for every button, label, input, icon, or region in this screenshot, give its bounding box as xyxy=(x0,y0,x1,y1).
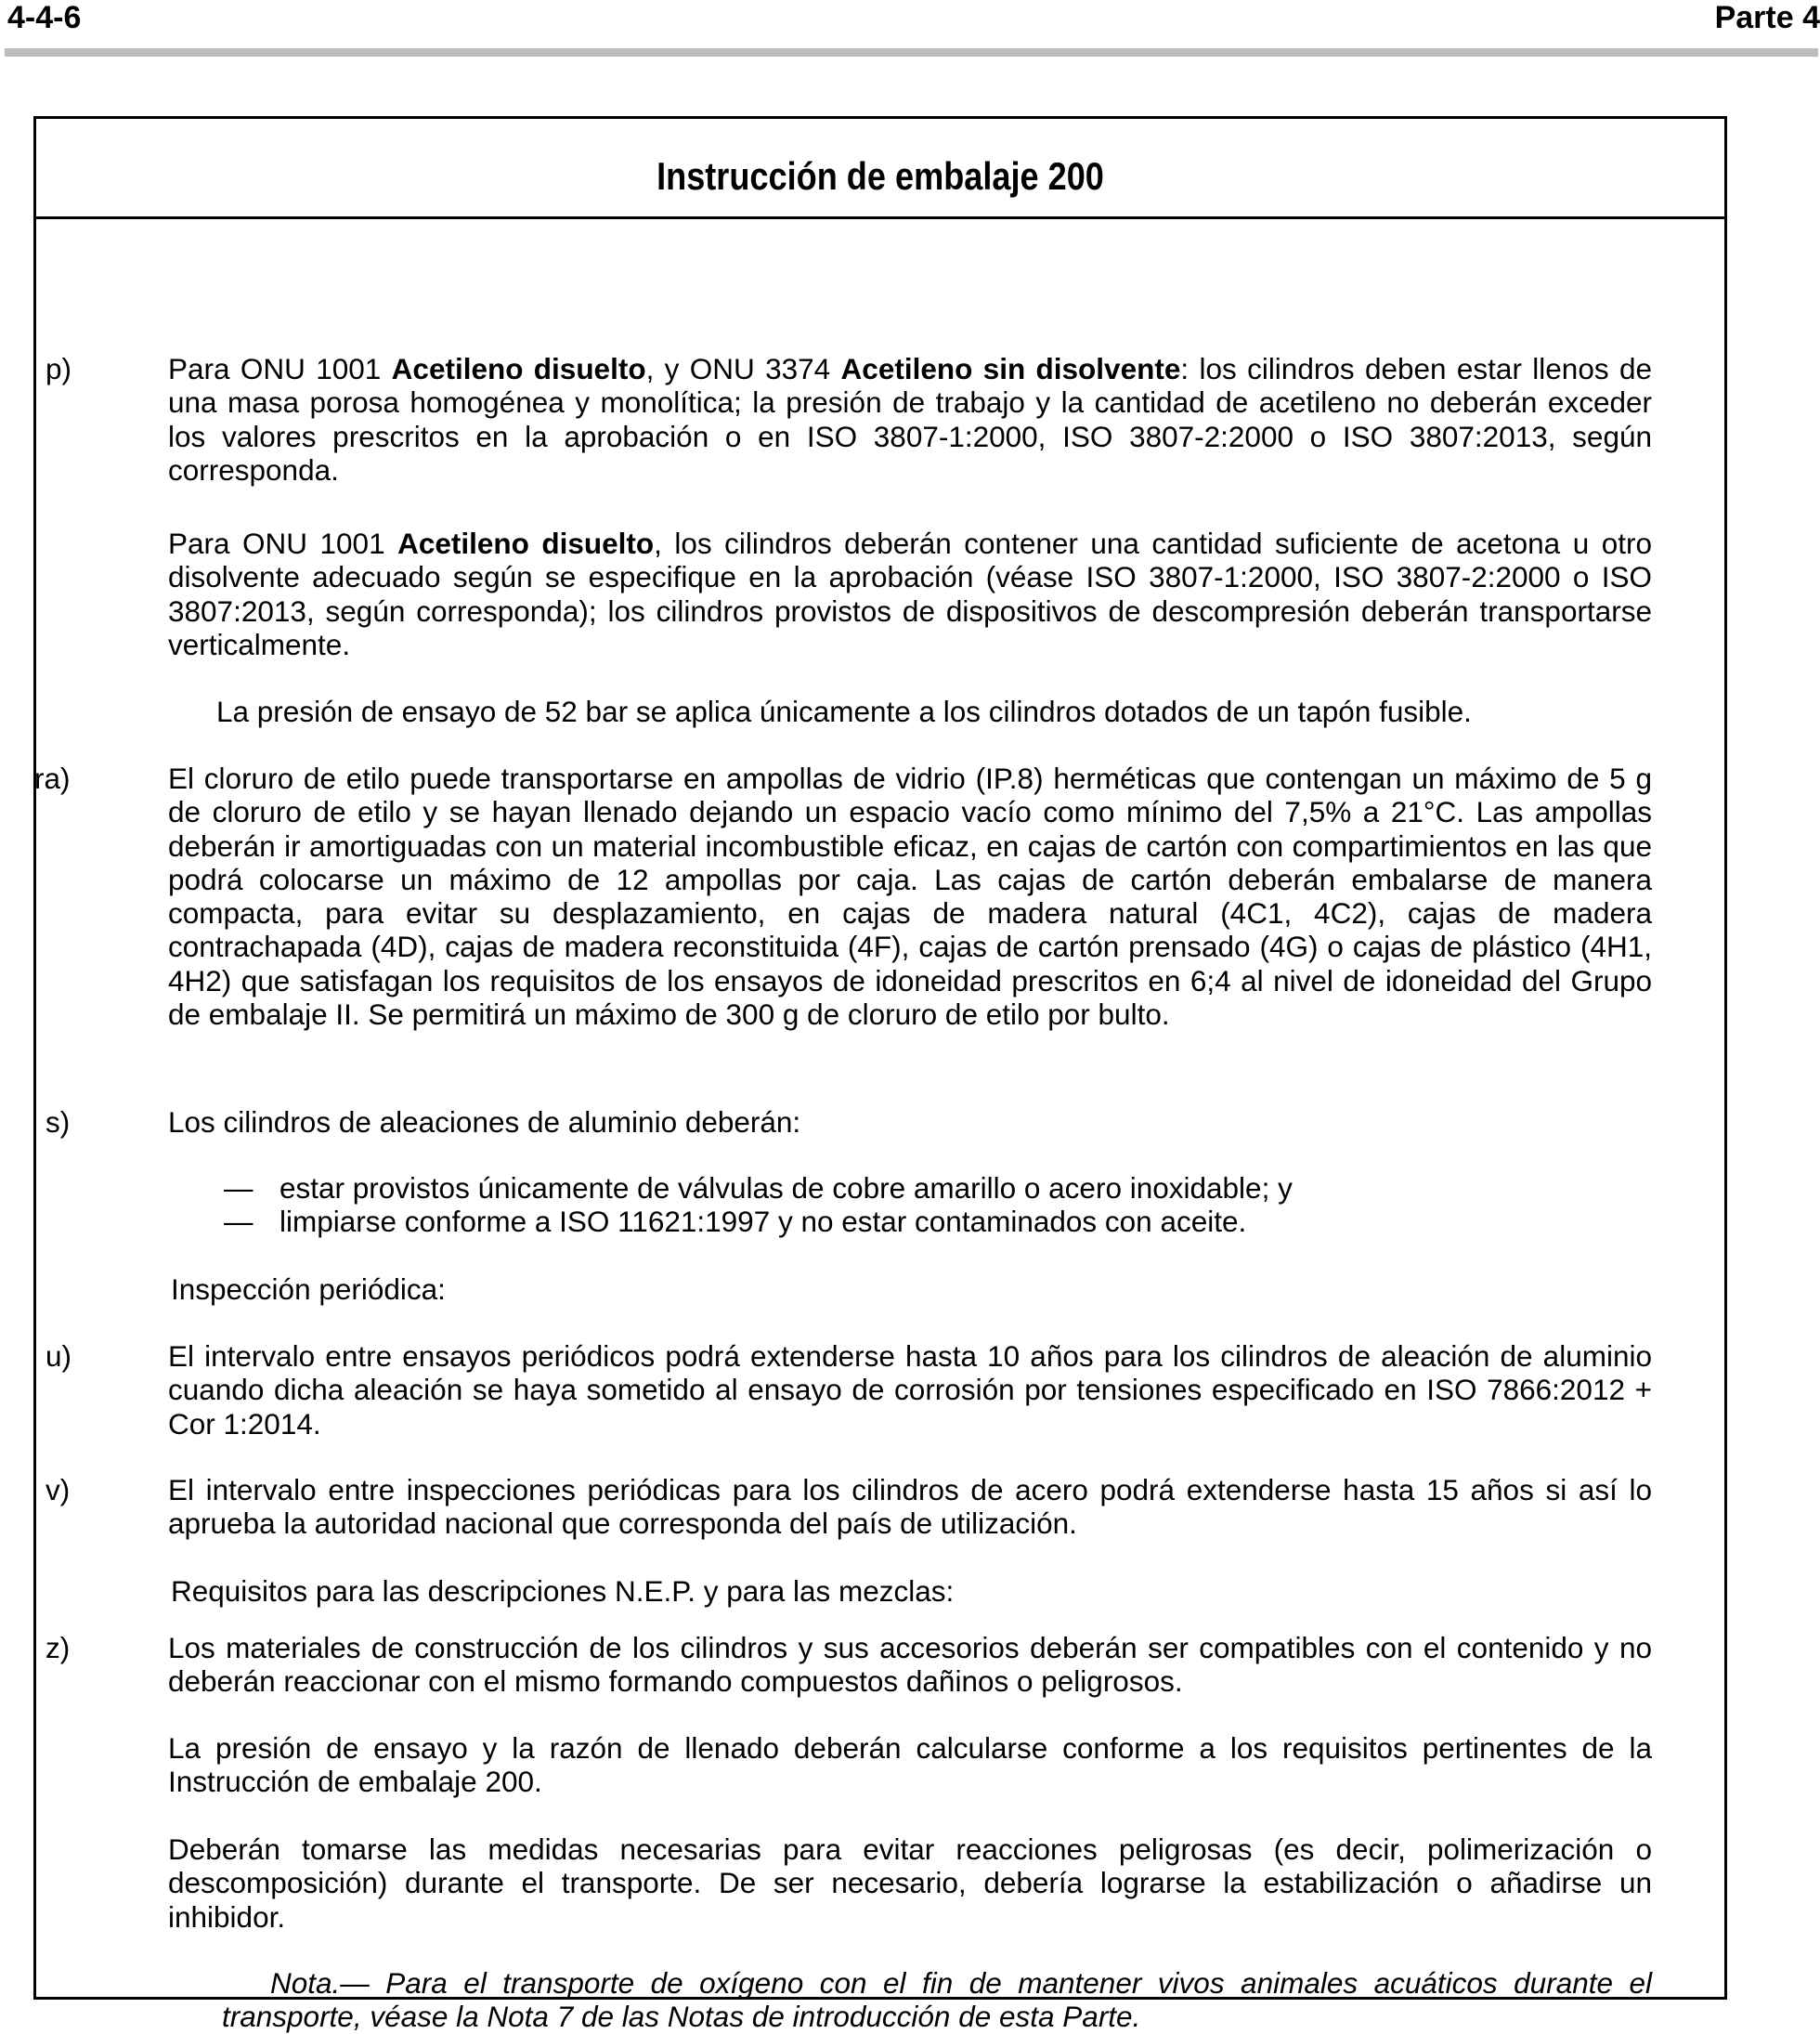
note xyxy=(222,1966,1652,2034)
text-run: Para ONU 1001 xyxy=(168,352,392,385)
item-text: Los materiales de construcción de los cilindros y sus accesorios deberán ser compatibles con el contenido y no deberán reaccionar con el mismo formando compuestos dañinos o peligrosos. xyxy=(168,1631,1652,1699)
note-label: Nota.— xyxy=(270,1966,370,2000)
title-row xyxy=(36,119,1724,219)
substance-name: Acetileno disuelto xyxy=(397,527,655,560)
text-run: : los cilindros deben estar llenos de una masa porosa homogénea y monolítica; la presión de trabajo y la cantidad de acetileno no deberán exceder los valores prescritos en la aprobación o en ISO 3807-1:2000, ISO 3807-2:2000 o ISO 3807:2013, según corresponda. xyxy=(168,352,1652,487)
text-run: , los cilindros deberán contener una cantidad suficiente de acetona u otro disolvente adecuado según se especifique en la aprobación (véase ISO 3807-1:2000, ISO 3807-2:2000 o ISO 3807:2013, según corresponda); los cilindros provistos de dispositivos de descompresión deberán transportarse verticalmente. xyxy=(168,527,1652,661)
item-z-paragraph-2: La presión de ensayo y la razón de llenado deberán calcularse conforme a los requisitos pertinentes de la Instrucción de embalaje 200. xyxy=(168,1731,1652,1799)
em-dash: — xyxy=(224,1205,254,1238)
text-run: Para ONU 1001 xyxy=(168,527,398,560)
section-heading-requirements: Requisitos para las descripciones N.E.P. y para las mezclas: xyxy=(171,1574,955,1608)
substance-name: Acetileno sin disolvente xyxy=(840,352,1181,385)
item-p xyxy=(46,352,1652,487)
item-label: z) xyxy=(46,1631,71,1664)
item-text: El cloruro de etilo puede transportarse en ampollas de vidrio (IP.8) herméticas que contengan un máximo de 5 g de cloruro de etilo y se hayan llenado dejando un espacio vacío como mínimo del 7,5% a 21°C. Las ampollas deberán ir amortiguadas con un material incombustible eficaz, en cajas de cartón con compartimientos en las que podrá colocarse un máximo de 12 ampollas por caja. Las cajas de cartón deberán embalarse de manera compacta, para evitar su desplazamiento, en cajas de madera natural (4C1, 4C2), cajas de madera contrachapada (4D), cajas de madera reconstituida (4F), cajas de cartón prensado (4G) o cajas de plástico (4H1, 4H2) que satisfagan los requisitos de los ensayos de idoneidad prescritos en 6;4 al nivel de idoneidad del Grupo de embalaje II. Se permitirá un máximo de 300 g de cloruro de etilo por bulto. xyxy=(168,762,1652,1032)
item-label: v) xyxy=(46,1473,71,1506)
header-rule xyxy=(5,48,1818,57)
part-label: Parte 4 xyxy=(1714,0,1820,35)
item-label: u) xyxy=(46,1339,72,1373)
item-p-paragraph-2 xyxy=(168,527,1652,661)
page-title: Instrucción de embalaje 200 xyxy=(656,154,1104,198)
note-text: Para el transporte de oxígeno con el fin de mantener vivos animales acuáticos durante el transporte, véase la Nota 7 de las Notas de introducción de esta Parte. xyxy=(222,1966,1652,2034)
list-item-text: limpiarse conforme a ISO 11621:1997 y no estar contaminados con aceite. xyxy=(280,1205,1247,1238)
item-label: ra) xyxy=(34,762,71,795)
item-text: El intervalo entre ensayos periódicos podrá extenderse hasta 10 años para los cilindros de aleación de aluminio cuando dicha aleación se haya sometido al ensayo de corrosión por tensiones especificado en ISO 7866:2012 + Cor 1:2014. xyxy=(168,1339,1652,1441)
item-p-paragraph-3: La presión de ensayo de 52 bar se aplica únicamente a los cilindros dotados de un tapón fusible. xyxy=(216,695,1472,728)
item-text: Los cilindros de aleaciones de aluminio deberán: xyxy=(168,1105,801,1139)
section-number: 4-4-6 xyxy=(7,0,82,35)
item-u xyxy=(46,1339,1652,1441)
em-dash: — xyxy=(224,1171,254,1205)
item-v xyxy=(46,1473,1652,1541)
item-s xyxy=(46,1105,1652,1139)
item-label: p) xyxy=(46,352,72,385)
item-z xyxy=(46,1631,1652,1699)
item-ra xyxy=(34,762,1652,1032)
section-heading-inspection: Inspección periódica: xyxy=(171,1272,446,1306)
item-z-paragraph-3: Deberán tomarse las medidas necesarias para evitar reacciones peligrosas (es decir, polimerización o descomposición) durante el transporte. De ser necesario, debería lograrse la estabilización o añadirse un inhibidor. xyxy=(168,1832,1652,1934)
item-label: s) xyxy=(46,1105,71,1139)
list-item-text: estar provistos únicamente de válvulas de cobre amarillo o acero inoxidable; y xyxy=(280,1171,1293,1205)
text-run: , y ONU 3374 xyxy=(645,352,841,385)
substance-name: Acetileno disuelto xyxy=(391,352,646,385)
item-text: El intervalo entre inspecciones periódicas para los cilindros de acero podrá extenderse hasta 15 años si así lo aprueba la autoridad nacional que corresponda del país de utilización. xyxy=(168,1473,1652,1541)
instruction-box xyxy=(33,116,1727,2034)
